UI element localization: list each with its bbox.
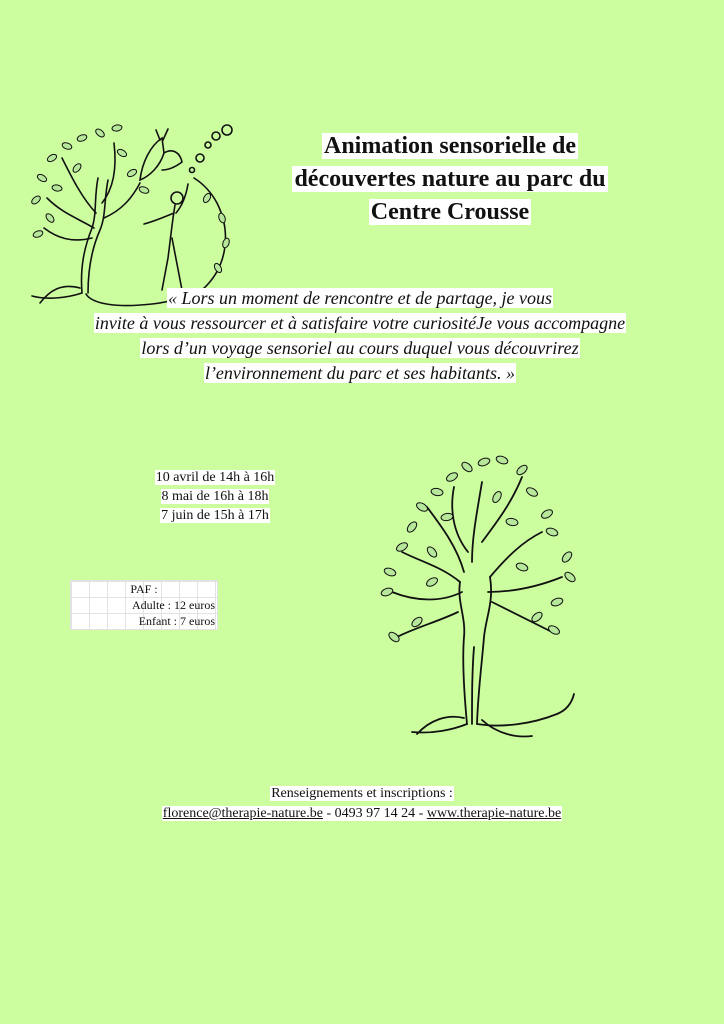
date-item: 10 avril de 14h à 16h [155,470,275,485]
price-title: PAF : [130,582,158,596]
phone-number: 0493 97 14 24 [334,806,416,821]
quote-block [40,286,680,386]
quote-line: l’environnement du parc et ses habitants. » [204,363,516,383]
contact-block [60,784,664,824]
title-line: Centre Crousse [370,199,530,225]
website-link[interactable]: www.therapie-nature.be [426,806,562,821]
contact-heading: Renseignements et inscriptions : [271,786,453,801]
date-item: 7 juin de 15h à 17h [161,508,269,523]
separator: - [322,806,335,821]
separator: - [415,806,427,821]
tree-illustration [372,452,582,742]
price-child: Enfant : 7 euros [138,614,215,628]
contact-line [162,806,562,821]
page-title [250,130,650,229]
dates-list [120,468,310,525]
quote-line: invite à vous ressourcer et à satisfaire votre curiositéJe vous accompagne [94,313,626,333]
tree-person-butterfly-illustration [22,118,244,310]
email-link[interactable]: florence@therapie-nature.be [162,806,323,821]
title-line: découvertes nature au parc du [294,166,606,192]
quote-line: lors d’un voyage sensoriel au cours duquel vous découvrirez [141,338,579,358]
quote-line: « Lors un moment de rencontre et de partage, je vous [167,288,553,308]
price-adult: Adulte : 12 euros [132,598,215,612]
date-item: 8 mai de 16h à 18h [161,489,269,504]
price-table [70,580,218,630]
title-line: Animation sensorielle de [324,133,576,159]
